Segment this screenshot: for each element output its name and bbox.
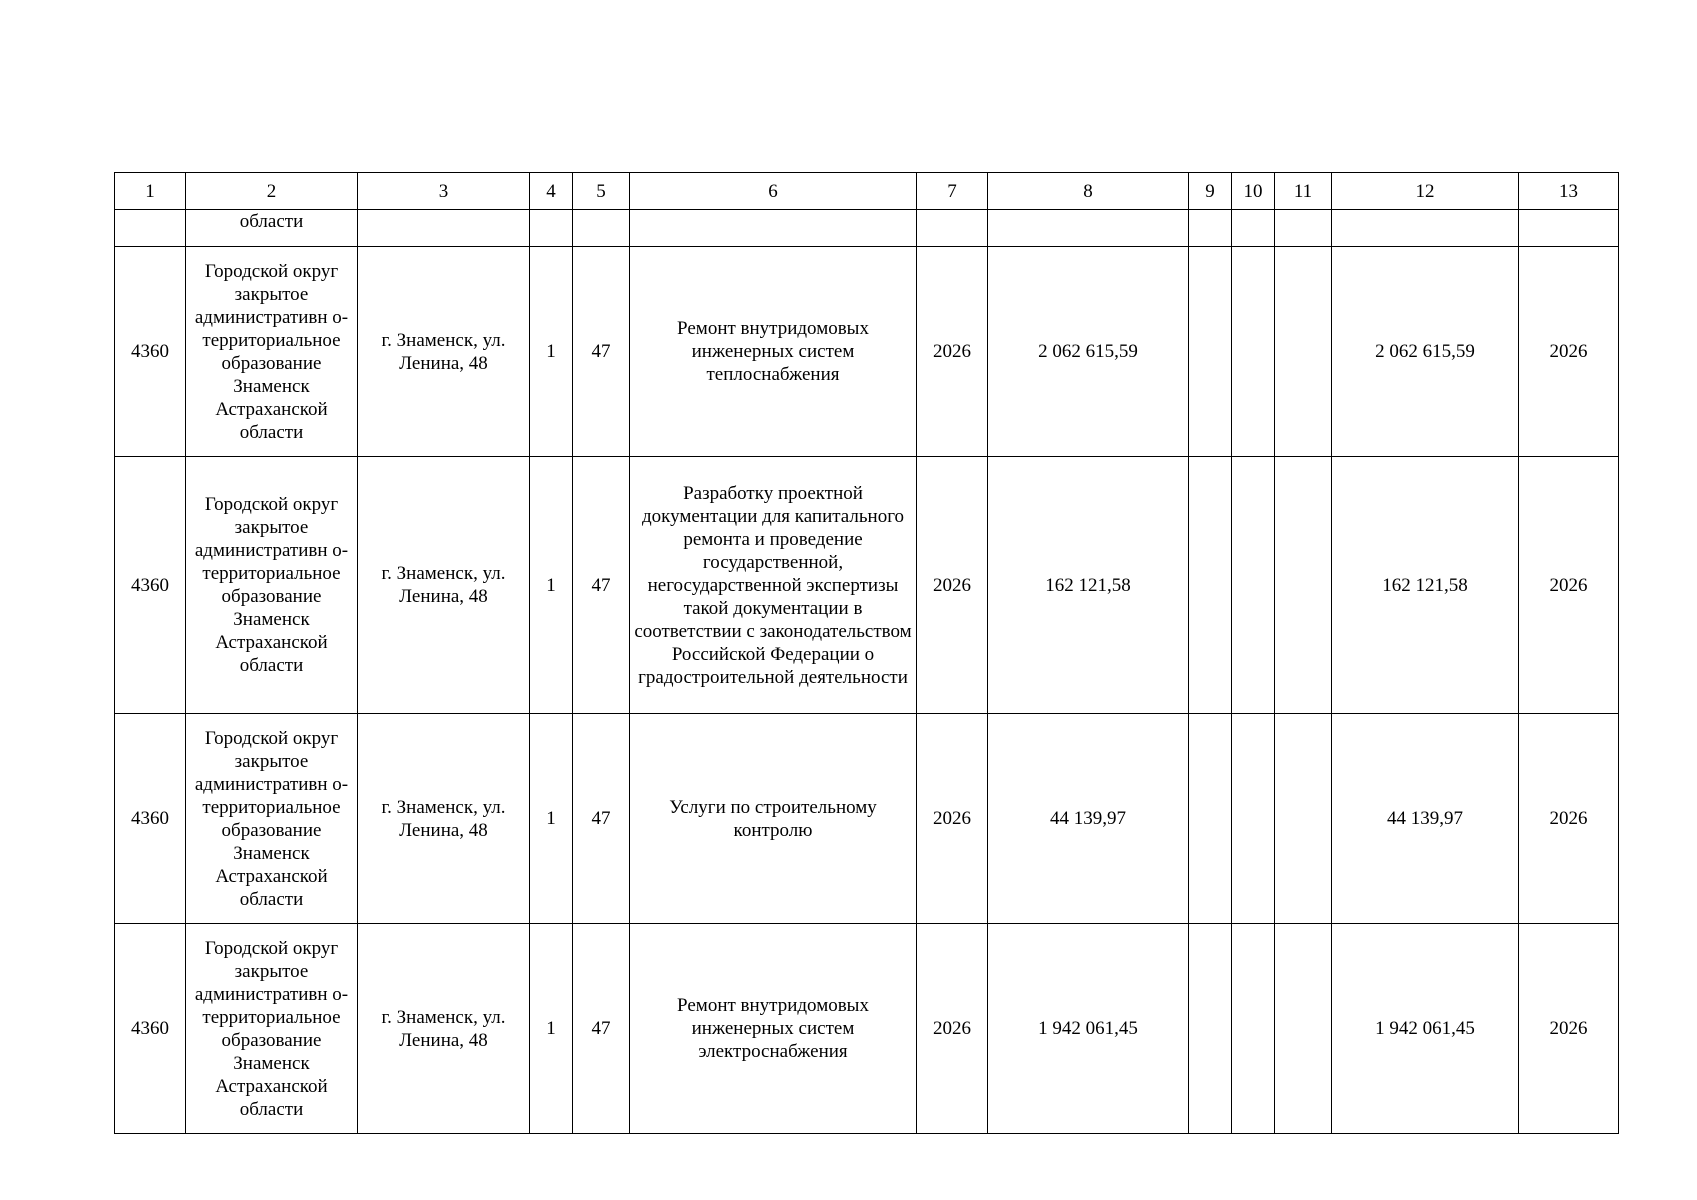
table-row bbox=[115, 247, 1619, 457]
column-header: 1 bbox=[115, 173, 186, 210]
cell-col11 bbox=[1275, 714, 1332, 924]
column-header: 9 bbox=[1189, 173, 1232, 210]
table-row bbox=[115, 924, 1619, 1134]
cell-col4: 1 bbox=[530, 457, 573, 714]
cell-col5: 47 bbox=[573, 714, 630, 924]
continuation-row bbox=[115, 210, 1619, 247]
cell-year-end: 2026 bbox=[1519, 457, 1619, 714]
cell-col9 bbox=[1189, 924, 1232, 1134]
cell-year: 2026 bbox=[917, 924, 988, 1134]
cell-cost-total: 162 121,58 bbox=[1332, 457, 1519, 714]
cell-code: 4360 bbox=[115, 247, 186, 457]
cell-code: 4360 bbox=[115, 714, 186, 924]
cell-cost-total: 2 062 615,59 bbox=[1332, 247, 1519, 457]
cell-cost: 1 942 061,45 bbox=[988, 924, 1189, 1134]
cell-col10 bbox=[1232, 924, 1275, 1134]
cell-col9 bbox=[1189, 714, 1232, 924]
cell-col10 bbox=[1232, 457, 1275, 714]
cell-col11 bbox=[1275, 247, 1332, 457]
cell-address: г. Знаменск, ул. Ленина, 48 bbox=[358, 457, 530, 714]
cell-col4 bbox=[530, 210, 573, 247]
cell-cost: 2 062 615,59 bbox=[988, 247, 1189, 457]
cell-work bbox=[630, 210, 917, 247]
cell-col4: 1 bbox=[530, 714, 573, 924]
cell-cost-total: 44 139,97 bbox=[1332, 714, 1519, 924]
cell-cost-total bbox=[1332, 210, 1519, 247]
cell-col4: 1 bbox=[530, 924, 573, 1134]
cell-year: 2026 bbox=[917, 714, 988, 924]
cell-year-end: 2026 bbox=[1519, 714, 1619, 924]
column-header: 7 bbox=[917, 173, 988, 210]
cell-municipality-continued: области bbox=[186, 210, 358, 247]
column-header: 2 bbox=[186, 173, 358, 210]
cell-col11 bbox=[1275, 924, 1332, 1134]
cell-year-end bbox=[1519, 210, 1619, 247]
cell-municipality: Городской округ закрытое административн о-территориальное образование Знаменск Астраханской области bbox=[186, 714, 358, 924]
table-row bbox=[115, 457, 1619, 714]
cell-address: г. Знаменск, ул. Ленина, 48 bbox=[358, 714, 530, 924]
cell-cost: 44 139,97 bbox=[988, 714, 1189, 924]
cell-municipality: Городской округ закрытое административн о-территориальное образование Знаменск Астраханской области bbox=[186, 924, 358, 1134]
column-header: 6 bbox=[630, 173, 917, 210]
column-header: 11 bbox=[1275, 173, 1332, 210]
cell-col9 bbox=[1189, 210, 1232, 247]
cell-work: Разработку проектной документации для капитального ремонта и проведение государственной, негосударственной экспертизы такой документации в соответствии с законодательством Российской Федерации о градостроительной деятельности bbox=[630, 457, 917, 714]
cell-cost bbox=[988, 210, 1189, 247]
cell-col10 bbox=[1232, 247, 1275, 457]
cell-address bbox=[358, 210, 530, 247]
cell-year-end: 2026 bbox=[1519, 247, 1619, 457]
cell-municipality: Городской округ закрытое административн о-территориальное образование Знаменск Астраханской области bbox=[186, 457, 358, 714]
cell-address: г. Знаменск, ул. Ленина, 48 bbox=[358, 247, 530, 457]
column-header: 10 bbox=[1232, 173, 1275, 210]
column-header: 4 bbox=[530, 173, 573, 210]
cell-code: 4360 bbox=[115, 924, 186, 1134]
cell-work: Ремонт внутридомовых инженерных систем электроснабжения bbox=[630, 924, 917, 1134]
cell-col9 bbox=[1189, 457, 1232, 714]
table-row bbox=[115, 714, 1619, 924]
cell-year bbox=[917, 210, 988, 247]
cell-year: 2026 bbox=[917, 457, 988, 714]
cell-col5: 47 bbox=[573, 457, 630, 714]
cell-year: 2026 bbox=[917, 247, 988, 457]
column-header: 5 bbox=[573, 173, 630, 210]
cell-col11 bbox=[1275, 210, 1332, 247]
cell-work: Услуги по строительному контролю bbox=[630, 714, 917, 924]
cell-code: 4360 bbox=[115, 457, 186, 714]
cell-col10 bbox=[1232, 210, 1275, 247]
column-header: 8 bbox=[988, 173, 1189, 210]
cell-col5: 47 bbox=[573, 924, 630, 1134]
cell-cost-total: 1 942 061,45 bbox=[1332, 924, 1519, 1134]
column-header: 3 bbox=[358, 173, 530, 210]
cell-col5 bbox=[573, 210, 630, 247]
cell-col4: 1 bbox=[530, 247, 573, 457]
header-row bbox=[115, 173, 1619, 210]
cell-col9 bbox=[1189, 247, 1232, 457]
cell-col10 bbox=[1232, 714, 1275, 924]
cell-address: г. Знаменск, ул. Ленина, 48 bbox=[358, 924, 530, 1134]
cell-municipality: Городской округ закрытое административн о-территориальное образование Знаменск Астраханской области bbox=[186, 247, 358, 457]
cell-col5: 47 bbox=[573, 247, 630, 457]
column-header: 13 bbox=[1519, 173, 1619, 210]
capital-repair-table bbox=[114, 172, 1619, 1134]
cell-work: Ремонт внутридомовых инженерных систем теплоснабжения bbox=[630, 247, 917, 457]
column-header: 12 bbox=[1332, 173, 1519, 210]
cell-year-end: 2026 bbox=[1519, 924, 1619, 1134]
cell-col11 bbox=[1275, 457, 1332, 714]
cell-cost: 162 121,58 bbox=[988, 457, 1189, 714]
cell-code bbox=[115, 210, 186, 247]
